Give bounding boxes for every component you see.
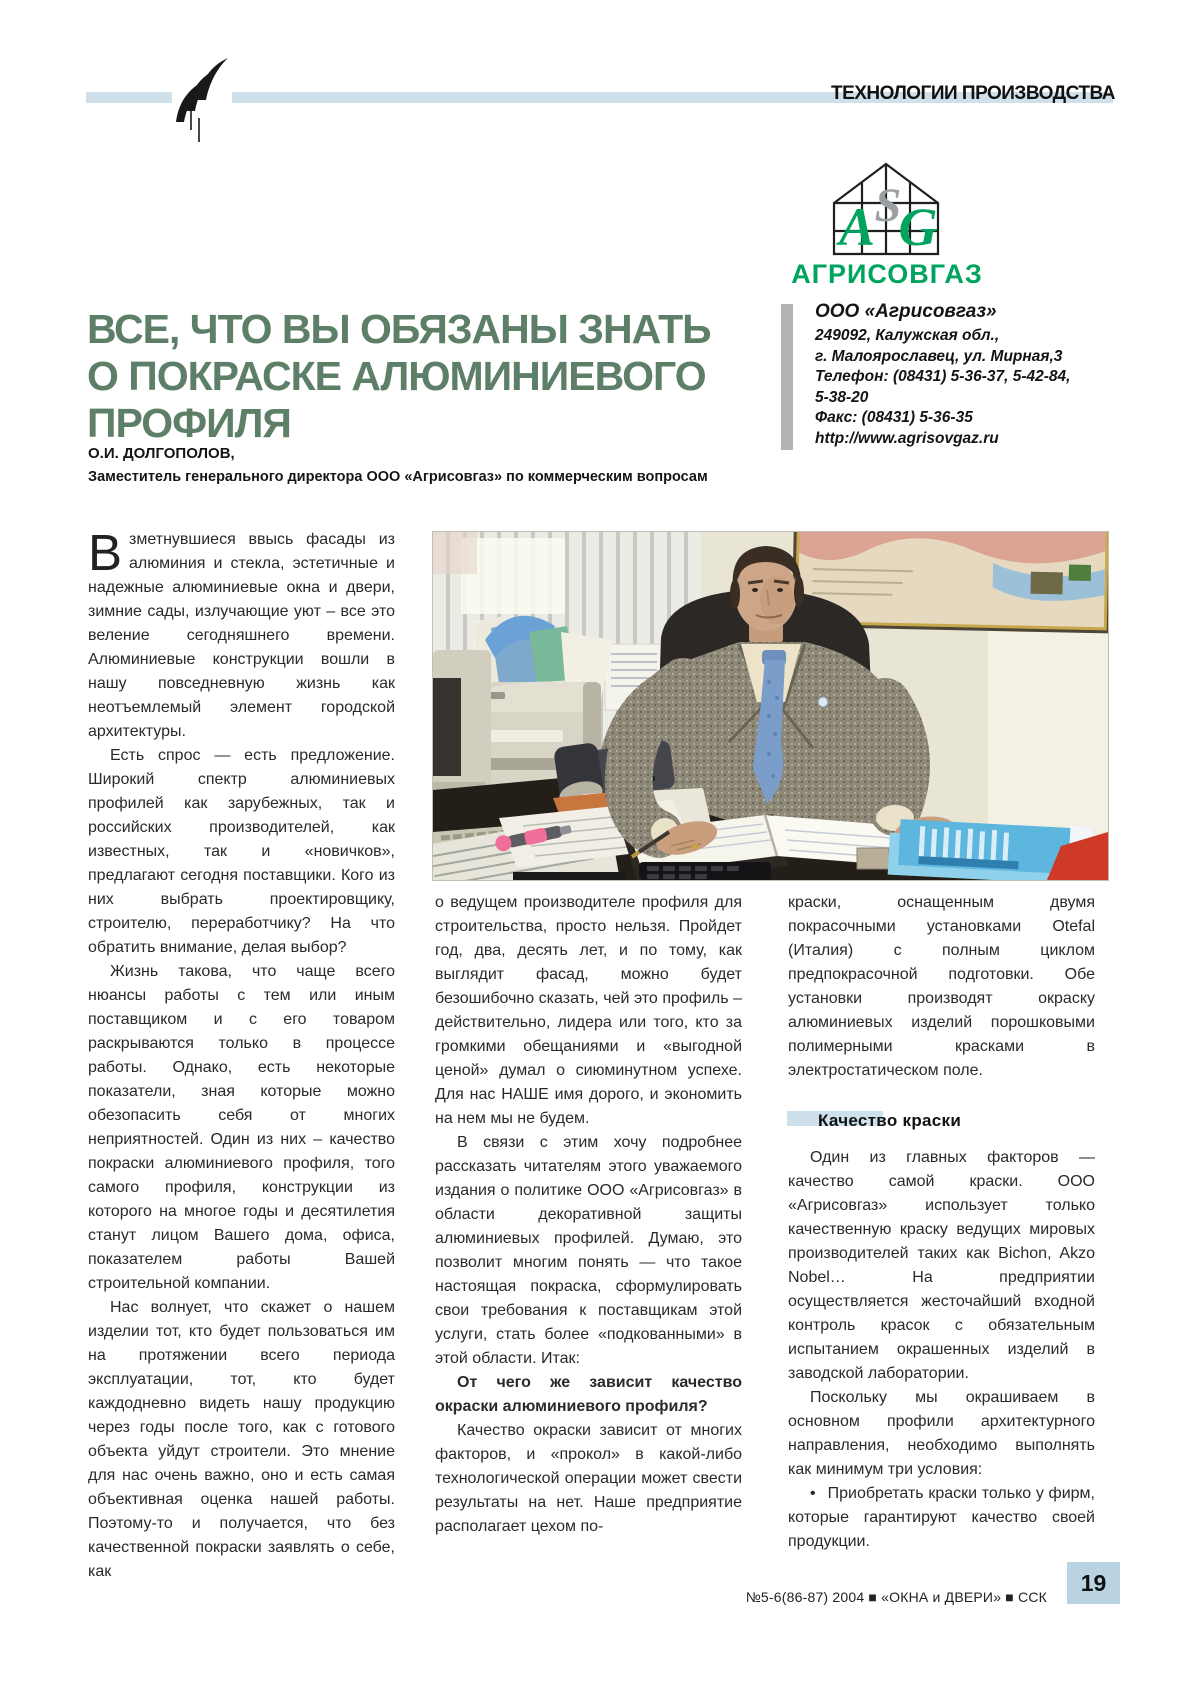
text-column-3 — [788, 891, 1095, 1554]
paragraph: Нас волнует, что скажет о нашем изделии тот, кто будет пользоваться им на протяжении всего периода эксплуатации, тот, кто будет каждодневно видеть нашу продукцию через годы после того, как с готового объекта уйдут строители. Это мнение для нас очень важно, оно и есть самая объективная оценка нашей работы. Поэтому-то и получается, что без качественной покраски заявлять о себе, как — [88, 1299, 395, 1580]
paragraph: Один из главных факторов — качество самой краски. ООО «Агрисовгаз» использует только качественную краску ведущих мировых производителей таких как Bichon, Akzo Nobel… На предприятии осуществляется жесточайший входной контроль красок с обязательным испытанием окрашенных изделий в заводской лаборатории. — [788, 1149, 1095, 1382]
text-column-1 — [88, 524, 395, 1584]
paragraph: Поскольку мы окрашиваем в основном профили архитектурного направления, необходимо выполнять как минимум три условия: — [788, 1389, 1095, 1478]
brand-name: АГРИСОВГАЗ — [791, 259, 983, 289]
bullet-item: • Приобретать краски только у фирм, которые гарантируют качество своей продукции. — [788, 1482, 1095, 1554]
paragraph: Жизнь такова, что чаще всего нюансы работы с тем или иным поставщиком и с его товаром раскрываются только в процессе работы. Однако, есть некоторые показатели, зная которые можно обезопасить себя от многих неприятностей. Один из них – качество покраски алюминиевого профиля, того самого профиля, конструкции из которого на многое годы и десятилетия станут лицом Вашего дома, офиса, показателем работы Вашей строительной компании. — [88, 963, 395, 1292]
footer-issue-line: №5-6(86-87) 2004 ■ «ОКНА и ДВЕРИ» ■ ССК — [745, 1589, 1047, 1605]
leaf-logo-icon — [176, 58, 234, 151]
contact-line: 5-38-20 — [815, 388, 869, 406]
page-number-badge — [1067, 1562, 1120, 1604]
contact-company: ООО «Агрисовгаз» — [815, 301, 997, 322]
monogram-a: A — [838, 197, 876, 257]
paragraph: Есть спрос — есть предложение. Широкий спектр алюминиевых профилей как зарубежных, так и российских производителей, как известных, так и «новичков», предлагают сегодня поставщики. Кого из них выбрать проектировщику, строителю, переработчику? На что обратить внимание, делая выбор? — [88, 747, 395, 956]
paragraph: краски, оснащенным двумя покрасочными установками Otefal (Италия) с полным циклом предпокрасочной подготовки. Обе установки производят окраску алюминиевых изделий порошковыми полимерными красками в электростатическом поле. — [788, 894, 1095, 1079]
contact-line: Факс: (08431) 5-36-35 — [815, 409, 973, 426]
monogram-s: S — [874, 179, 902, 232]
header-rule-left — [86, 92, 172, 103]
contact-url: http://www.agrisovgaz.ru — [815, 429, 999, 447]
agrisovgaz-logo-icon — [826, 160, 946, 263]
monogram-g: G — [898, 197, 938, 257]
paragraph: В связи с этим хочу подробнее рассказать читателям этого уважаемого издания о политике ООО «Агрисовгаз» в области декоративной защиты алюминиевых профилей. Думаю, это позволит многим понять — что такое настоящая покраска, сформулировать свои требования к поставщикам этой услуги, стать более «подкованными» в этой области. Итак: — [435, 1134, 742, 1367]
contact-block — [815, 300, 1111, 449]
author-name: О.И. ДОЛГОПОЛОВ, — [88, 445, 235, 462]
contact-accent-bar — [781, 304, 793, 450]
page-number: 19 — [1080, 1569, 1107, 1596]
title-line: О ПОКРАСКЕ АЛЮМИНИЕВОГО — [87, 353, 706, 399]
office-photo-svg — [433, 532, 1108, 880]
text-column-2 — [435, 891, 742, 1539]
author-role: Заместитель генерального директора ООО «Агрисовгаз» по коммерческим вопросам — [88, 469, 708, 485]
section-label: ТЕХНОЛОГИИ ПРОИЗВОДСТВА — [830, 83, 1115, 104]
paragraph: Взметнувшиеся ввысь фасады из алюминия и стекла, эстетичные и надежные алюминиевые окна и двери, зимние сады, излучающие уют – все это веление сегодняшнего времени. Алюминиевые конструкции вошли в нашу повседневную жизнь как неотъемлемый элемент городской архитектуры. — [88, 524, 395, 740]
subheading-paint-quality: Качество краски — [788, 1109, 1095, 1133]
title-line: ВСЕ, ЧТО ВЫ ОБЯЗАНЫ ЗНАТЬ — [87, 306, 711, 352]
bullet-icon: • — [810, 1485, 816, 1502]
article-title — [87, 306, 711, 447]
paragraph: о ведущем производителе профиля для строительства, просто нельзя. Пройдет год, два, десять лет, и по тому, как выглядит фасад, можно будет безошибочно сказать, чей это профиль – действительно, лидера или того, кто за громкими обещаниями и «выгодной ценой» думал о сиюминутном успехе. Для нас НАШЕ имя дорого, и экономить на нем мы не будем. — [435, 894, 742, 1127]
title-line: ПРОФИЛЯ — [87, 400, 291, 446]
leaf-logo-svg — [176, 58, 234, 146]
question-heading: От чего же зависит качество окраски алюминиевого профиля? — [435, 1374, 742, 1415]
contact-line: Телефон: (08431) 5-36-37, 5-42-84, — [815, 368, 1071, 385]
drop-cap: В — [88, 524, 123, 581]
article-photo — [433, 532, 1108, 880]
greenhouse-logo-svg — [826, 160, 946, 258]
contact-line: 249092, Калужская обл., — [815, 327, 1000, 344]
contact-line: г. Малоярославец, ул. Мирная,3 — [815, 347, 1063, 365]
paragraph: Качество окраски зависит от многих факторов, и «прокол» в какой-либо технологической операции может свести результаты на нет. Наше предприятие располагает цехом по- — [435, 1422, 742, 1535]
